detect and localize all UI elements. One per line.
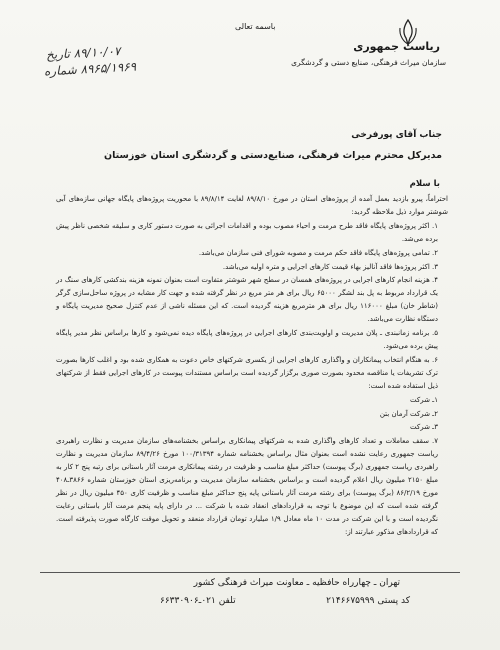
paragraph-intro: احتراماً، پیرو بازدید بعمل آمده از پروژه‌های استان در مورخ ۸۹/۸/۱۰ لغایت ۸۹/۸/۱۴ با محوریت پروژه‌های پایگاه جهانی سازه‌های آبی شوشتر موارد ذیل ملاحظه گردید:	[56, 195, 449, 216]
postal-code: ۲۱۴۶۶۷۵۹۹۹	[326, 596, 375, 606]
phone-number: ۰۲۱ـ۶۶۳۳۰۹۰۶	[160, 596, 216, 606]
paragraph-item-4: ۴. هزینه انجام کارهای اجرایی در پروژه‌های همسان در سطح شهر شوشتر متفاوت است بعنوان نمونه هزینه بندکشی کارهای سنگ در یک قرارداد مربوط به پل بند لشگر ۶۵۰۰۰ ریال برای هر متر مربع در نظر گرفته شده و جهت کار مشابه در پروژه ساحل‌سازی گرگر (شاطر خان) مبلغ ۱۱۶۰۰۰ ریال برای هر مترمربع هزینه گردیده است. که این مسئله ناشی از عدم کنترل صحیح مدیریت پایگاه و دستگاه نظارت می‌باشد.	[56, 276, 439, 324]
letter-body	[56, 193, 448, 540]
paragraph-item-7: ۷. سقف معاملات و تعداد کارهای واگذاری شده به شرکتهای پیمانکاری براساس بخشنامه‌های سازمان مدیریت و نظارت راهبردی ریاست جمهوری رعایت نشده است بعنوان مثال براساس بخشنامه شماره ۱۰۰/۳۱۳۹۴ مورخ ۸۹/۴/۲۶ سازمان مدیریت و نظارت راهبردی ریاست جمهوری (برگ پیوست) حداکثر مبلغ مناسب و ظرفیت در رشته پیمانکاری مرمت آثار باستانی برای رتبه پنج ۲ کار به مبلغ ۲۱۵۰ میلیون ریال اعلام گردیده است و براساس بخشنامه سازمان مدیریت و برنامه‌ریزی استان خوزستان شماره ۳۸۶۶ـ۴۰۸ مورخ ۸۶/۲/۱۹ (برگ پیوست) برای رشته مرمت آثار باستانی پایه پنج حداکثر مبلغ مناسب و ظرفیت کاری ۴۵۰ میلیون ریال در نظر گرفته شده است که این موضوع با توجه به قراردادهای انعقاد شده با شرکت ... در دارای پایه پنجم مرمت آثار باستانی رعایت نگردیده است و با این شرکت در مدت ۱۰ ماه معادل ۱/۹ میلیارد تومان قرارداد منعقد و تحویل موقت کارگاه صورت پذیرفته است. که قراردادهای مذکور عبارتند از:	[56, 437, 439, 536]
org-subtitle: سازمان میراث فرهنگی، صنایع دستی و گردشگری	[291, 58, 446, 67]
postal-label: کد پستی	[377, 596, 410, 606]
company-3: ۳ـ شرکت	[410, 423, 438, 432]
addressee-name: جناب آقای پورفرخی	[351, 130, 442, 140]
paragraph-item-2: ۲. تمامی پروژه‌های پایگاه فاقد حکم مرمت و مصوبه شورای فنی سازمان می‌باشد.	[198, 248, 438, 257]
paragraph-item-5: ۵. برنامه زمانبندی ـ پلان مدیریت و اولویت‌بندی کارهای اجرایی در پروژه‌های پایگاه دیده نمی‌شود و کارها براساس نظر مدیر پایگاه پیش برده می‌شود.	[56, 329, 438, 350]
phone-label: تلفن	[218, 596, 236, 606]
footer-address: تهران ـ چهارراه حافظیه ـ معاونت میراث فرهنگی کشور	[193, 578, 400, 588]
org-title: ریاست جمهوری	[353, 40, 440, 53]
greeting: با سلام	[409, 179, 440, 189]
addressee-title: مدیرکل محترم میراث فرهنگی، صنایع‌دستی و گردشگری استان خوزستان	[103, 150, 442, 161]
paragraph-item-6: ۶. به هنگام انتخاب پیمانکاران و واگذاری کارهای اجرایی از یکسری شرکتهای خاص دعوت به همکاری شده بود و اغلب کارها بصورت ترک تشریفات یا مناقصه محدود بصورت صوری برگزار گردیده است براساس مستندات پیوست در کارهای اجرایی فقط از شرکتهای ذیل استفاده شده است:	[56, 355, 438, 390]
bismillah: باسمه تعالی	[235, 22, 276, 31]
handwritten-reference: ۸۹۶۵/۱۹۶۹ شماره	[43, 59, 137, 79]
paragraph-item-3: ۳. اکثر پروژه‌ها فاقد آنالیز بهاء قیمت کارهای اجرایی و متره اولیه می‌باشد.	[222, 262, 438, 271]
handwritten-date: ۸۹/۱۰/۰۷ تاریخ	[45, 44, 121, 62]
company-2: ۲ـ شرکت آرمان بتن	[379, 409, 438, 418]
paragraph-item-1: ۱. اکثر پروژه‌های پایگاه فاقد طرح مرمت و احیاء مصوب بوده و اقدامات اجرائی به صورت دستور کاری و سلیقه شخصی ناظر پیش برده می‌شد.	[56, 221, 438, 243]
footer-phone	[160, 596, 236, 606]
footer-postal	[326, 596, 410, 606]
company-1: ۱ـ شرکت	[410, 395, 438, 404]
footer-divider	[40, 572, 460, 573]
